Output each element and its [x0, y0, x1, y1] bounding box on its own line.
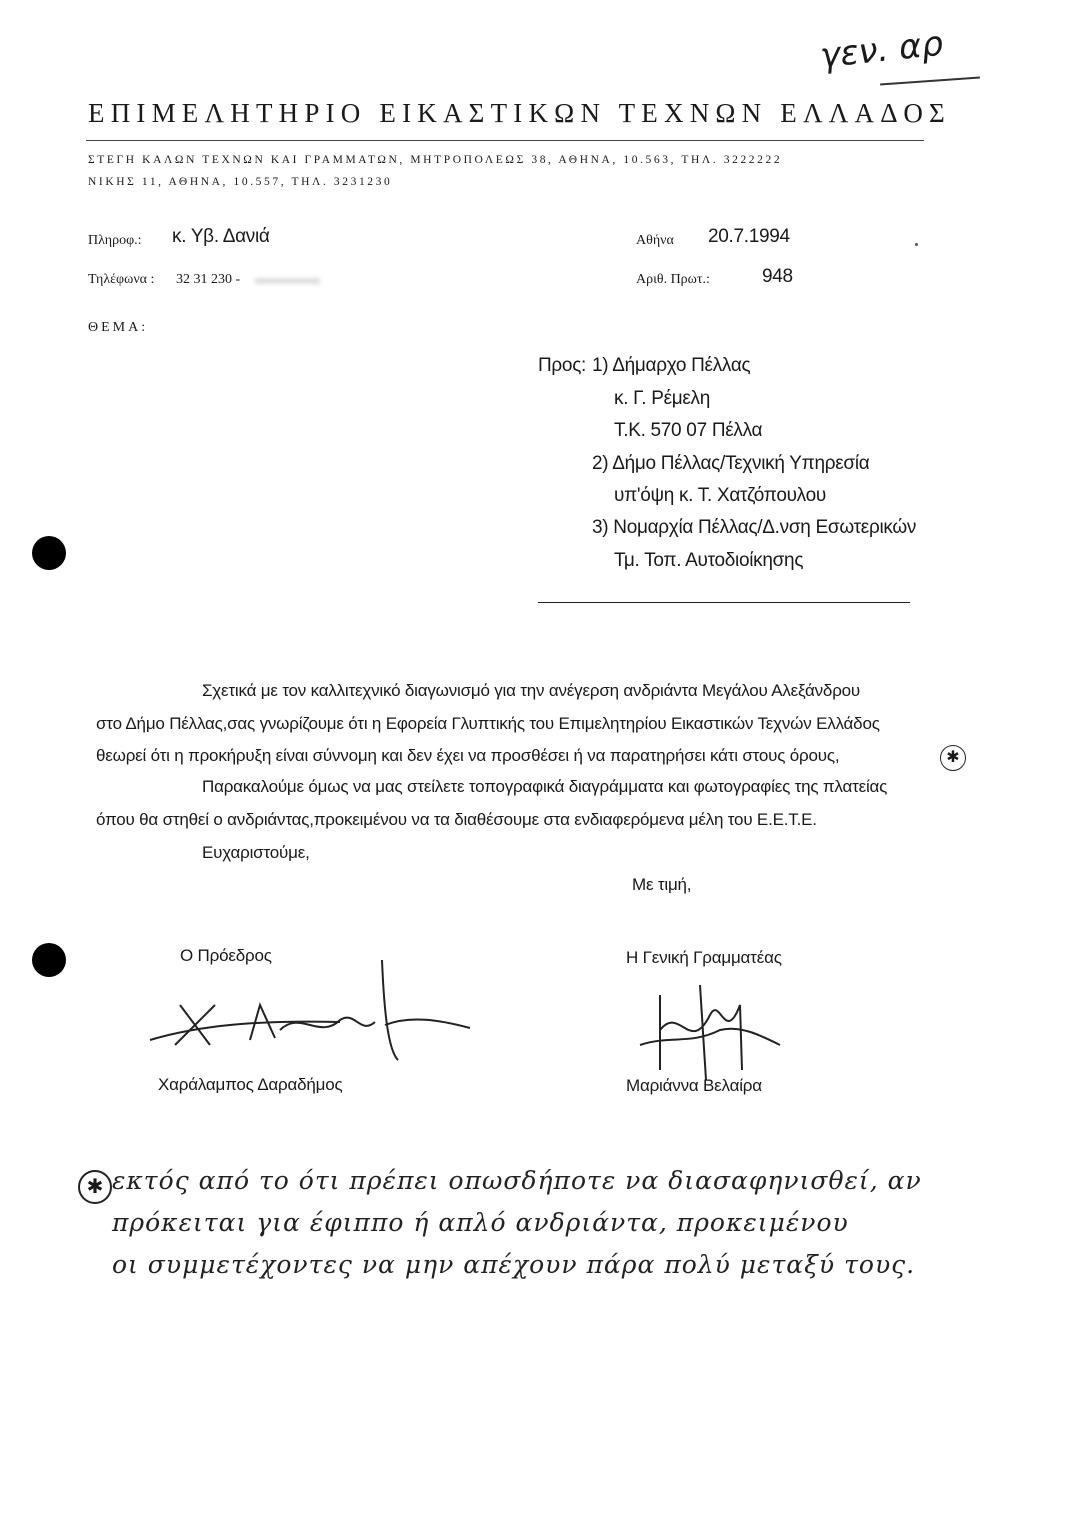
protocol-number: 948 — [762, 266, 793, 287]
margin-mark — [915, 243, 918, 246]
corner-note-underline — [880, 77, 980, 86]
recipient-line: υπ'όψη κ. Τ. Χατζόπουλου — [614, 485, 826, 506]
body-line: όπου θα στηθεί ο ανδριάντας,προκειμένου να τα διαθέσουμε στα ενδιαφερόμενα μέλη του Ε.Ε.Τ.Ε. — [96, 810, 817, 829]
subject-label: ΘΕΜΑ: — [88, 320, 149, 335]
thanks-line: Ευχαριστούμε, — [202, 843, 310, 862]
handwritten-note-line: εκτός από το ότι πρέπει οπωσδήποτε να διασαφηνισθεί, αν — [112, 1166, 922, 1195]
recipient-line: 1) Δήμαρχο Πέλλας — [592, 355, 751, 376]
hole-punch — [32, 536, 66, 570]
secretary-title: Η Γενική Γραμματέας — [626, 948, 782, 967]
secretary-name: Μαριάννα Βελαίρα — [626, 1076, 762, 1095]
recipient-line: Τμ. Τοπ. Αυτοδιοίκησης — [614, 550, 804, 571]
info-label: Πληροφ.: — [88, 233, 142, 248]
letterhead-rule — [86, 140, 924, 141]
handwritten-note-line: πρόκειται για έφιππο ή απλό ανδριάντα, προκειμένου — [112, 1208, 849, 1237]
recipients-to-label: Προς: — [538, 355, 587, 376]
note-asterisk-marker: ✱ — [78, 1170, 112, 1204]
body-line: στο Δήμο Πέλλας,σας γνωρίζουμε ότι η Εφορεία Γλυπτικής του Επιμελητηρίου Εικαστικών Τεχνών Ελλάδος — [96, 714, 880, 733]
recipients-rule — [538, 602, 910, 603]
asterisk-mark: ✱ — [940, 745, 966, 771]
corner-handwritten-note: γεν. αρ — [818, 23, 945, 77]
recipient-line: 2) Δήμο Πέλλας/Τεχνική Υπηρεσία — [592, 453, 870, 474]
letterhead-address-2: ΝΙΚΗΣ 11, ΑΘΗΝΑ, 10.557, ΤΗΛ. 3231230 — [88, 176, 393, 188]
handwritten-note-line: οι συμμετέχοντες να μην απέχουν πάρα πολύ μεταξύ τους. — [112, 1250, 916, 1279]
letter-date: 20.7.1994 — [708, 226, 790, 247]
president-signature — [140, 950, 480, 1070]
body-line: θεωρεί ότι η προκήρυξη είναι σύννομη και δεν έχει να προσθέσει ή να παρατηρήσει κάτι στους όρους, — [96, 746, 840, 765]
info-value: κ. Υβ. Δανιά — [172, 226, 270, 247]
phone-value: 32 31 230 - — [176, 272, 241, 287]
closing-line: Με τιμή, — [632, 875, 692, 894]
president-name: Χαράλαμπος Δαραδήμος — [158, 1075, 343, 1094]
recipient-line: Τ.Κ. 570 07 Πέλλα — [614, 420, 763, 441]
hole-punch — [32, 943, 66, 977]
president-title: Ο Πρόεδρος — [180, 946, 272, 965]
letterhead-title: ΕΠΙΜΕΛΗΤΗΡΙΟ ΕΙΚΑΣΤΙΚΩΝ ΤΕΧΝΩΝ ΕΛΛΑΔΟΣ — [88, 98, 951, 128]
body-line: Παρακαλούμε όμως να μας στείλετε τοπογραφικά διαγράμματα και φωτογραφίες της πλατείας — [202, 777, 888, 796]
phone-label: Τηλέφωνα : — [88, 272, 155, 287]
protocol-label: Αριθ. Πρωτ.: — [636, 272, 710, 287]
letterhead-address-1: ΣΤΕΓΗ ΚΑΛΩΝ ΤΕΧΝΩΝ ΚΑΙ ΓΡΑΜΜΑΤΩΝ, ΜΗΤΡΟΠΟΛΕΩΣ 38, ΑΘΗΝΑ, 10.563, ΤΗΛ. 3222222 — [88, 154, 783, 166]
body-line: Σχετικά με τον καλλιτεχνικό διαγωνισμό για την ανέγερση ανδριάντα Μεγάλου Αλεξάνδρου — [202, 681, 861, 700]
secretary-signature — [630, 975, 790, 1085]
recipient-line: 3) Νομαρχία Πέλλας/Δ.νση Εσωτερικών — [592, 517, 917, 538]
city-label: Αθήνα — [636, 233, 674, 248]
recipient-line: κ. Γ. Ρέμελη — [614, 388, 711, 409]
redacted-phone — [255, 278, 320, 284]
